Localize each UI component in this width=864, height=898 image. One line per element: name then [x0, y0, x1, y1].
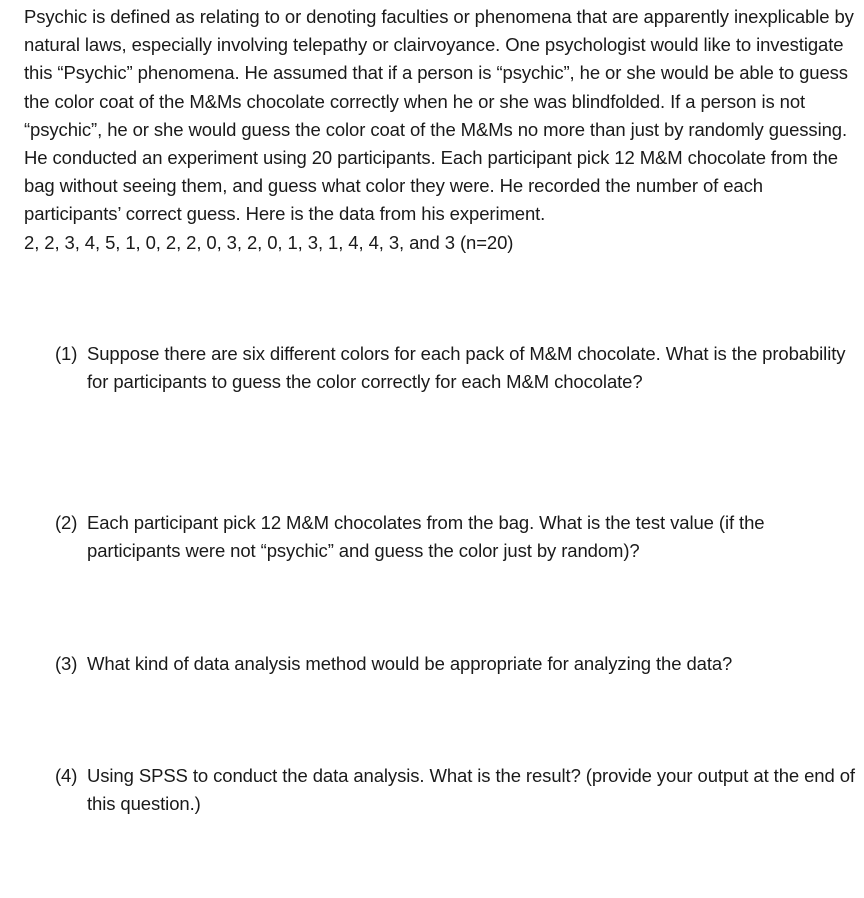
question-text: Each participant pick 12 M&M chocolates from the bag. What is the test value (if the participants were not “psychic” and guess the color just by random)?	[87, 512, 765, 562]
data-values-line: 2, 2, 3, 4, 5, 1, 0, 2, 2, 0, 3, 2, 0, 1, 3, 1, 4, 4, 3, and 3 (n=20)	[24, 231, 514, 253]
question-number: (2)	[55, 512, 78, 533]
question-4	[55, 762, 855, 818]
question-1	[55, 340, 855, 396]
question-2	[55, 509, 855, 565]
question-number: (4)	[55, 765, 78, 786]
question-text: Using SPSS to conduct the data analysis. What is the result? (provide your output at the end of this question.)	[87, 765, 855, 815]
question-3	[55, 650, 855, 678]
intro-section	[24, 3, 854, 257]
question-number: (3)	[55, 653, 78, 674]
intro-paragraph: Psychic is defined as relating to or denoting faculties or phenomena that are apparently inexplicable by natural laws, especially involving telepathy or clairvoyance. One psychologist would like to investigate this “Psychic” phenomena. He assumed that if a person is “psychic”, he or she would be able to guess the color coat of the M&Ms chocolate correctly when he or she was blindfolded. If a person is not “psychic”, he or she would guess the color coat of the M&Ms no more than just by randomly guessing. He conducted an experiment using 20 participants. Each participant pick 12 M&M chocolate from the bag without seeing them, and guess what color they were. He recorded the number of each participants’ correct guess. Here is the data from his experiment.	[24, 6, 854, 225]
question-text: Suppose there are six different colors for each pack of M&M chocolate. What is the probability for participants to guess the color correctly for each M&M chocolate?	[87, 343, 846, 393]
question-text: What kind of data analysis method would be appropriate for analyzing the data?	[87, 653, 733, 674]
question-number: (1)	[55, 343, 78, 364]
